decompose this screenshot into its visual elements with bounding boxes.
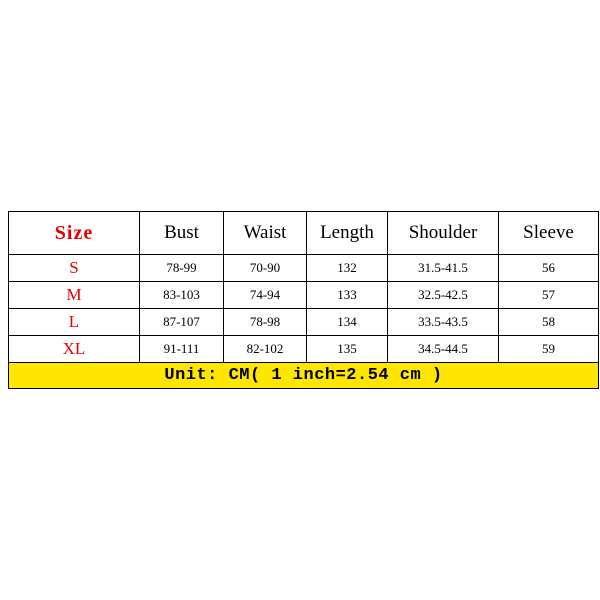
cell-size: XL [9,336,140,363]
column-header-sleeve: Sleeve [499,212,599,255]
unit-note-row [9,363,599,389]
cell-sleeve: 58 [499,309,599,336]
table-header-row [9,212,599,255]
column-header-bust: Bust [140,212,224,255]
table-row [9,309,599,336]
cell-waist: 82-102 [224,336,307,363]
table-row [9,255,599,282]
cell-bust: 91-111 [140,336,224,363]
cell-bust: 78-99 [140,255,224,282]
table-row [9,282,599,309]
cell-waist: 70-90 [224,255,307,282]
cell-length: 132 [307,255,388,282]
cell-shoulder: 34.5-44.5 [388,336,499,363]
cell-waist: 78-98 [224,309,307,336]
cell-sleeve: 59 [499,336,599,363]
cell-size: M [9,282,140,309]
cell-shoulder: 31.5-41.5 [388,255,499,282]
size-chart-table [8,211,599,389]
cell-size: L [9,309,140,336]
column-header-shoulder: Shoulder [388,212,499,255]
cell-length: 134 [307,309,388,336]
cell-bust: 87-107 [140,309,224,336]
cell-bust: 83-103 [140,282,224,309]
table-row [9,336,599,363]
cell-waist: 74-94 [224,282,307,309]
cell-shoulder: 32.5-42.5 [388,282,499,309]
column-header-waist: Waist [224,212,307,255]
column-header-size: Size [9,212,140,255]
column-header-length: Length [307,212,388,255]
cell-sleeve: 57 [499,282,599,309]
cell-length: 133 [307,282,388,309]
cell-sleeve: 56 [499,255,599,282]
cell-size: S [9,255,140,282]
unit-note: Unit: CM( 1 inch=2.54 cm ) [9,363,599,389]
cell-length: 135 [307,336,388,363]
cell-shoulder: 33.5-43.5 [388,309,499,336]
